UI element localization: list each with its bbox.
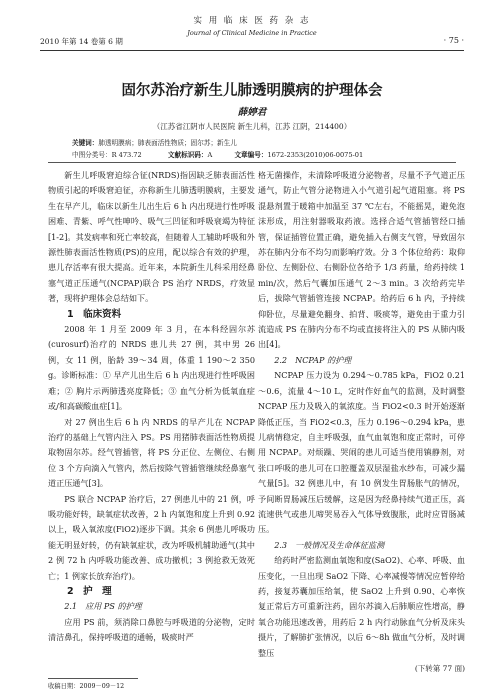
keywords-label: 关键词： [72, 139, 99, 147]
doc-code-value: A [207, 151, 213, 159]
section-heading-1: 1 临床资料 [67, 308, 122, 320]
page-number: · 75 · [443, 36, 464, 45]
subsection-heading-2-3: 2.3 一般情况及生命体征监测 [274, 539, 385, 550]
keywords-line [72, 137, 237, 147]
clc-label: 中图分类号： [72, 151, 112, 159]
running-header [40, 12, 464, 46]
body-paragraph: 应用 PS 前，须消除口鼻腔与呼吸道的分泌物，定时清洁鼻孔，保持呼吸道的通畅，吸痰时严 [48, 616, 255, 643]
section-heading-2: 2 护 理 [67, 585, 112, 597]
intro-paragraph: 新生儿呼吸窘迫综合征(NRDS)指因缺乏肺表面活性物质引起的呼吸窘迫征，亦称新生儿肺透明膜病，主要发生在早产儿，临床以新生儿出生后 6 h 内出现进行性呼吸困难、青紫、呼气性呻吟、吸气三凹征和呼吸衰竭为特征[1-2]。其发病率和死亡率较高，但随着人工辅助呼吸和外源性肺表面活性物质(PS)的应用，配以综合有效的护理，患儿存活率有很大提高。近年来，本院新生儿科采用经鼻塞气道正压通气(NCPAP)联合 PS 治疗 NRDS，疗效显著，现将护理体会总结如下。 [48, 170, 255, 304]
received-date: 收稿日期：2009－09－12 [48, 683, 125, 690]
journal-name-cn: 实 用 临 床 医 药 杂 志 [193, 16, 311, 26]
article-no-value: 1672-2353(2010)06-0075-01 [267, 151, 364, 159]
meta-rule [48, 162, 456, 163]
journal-name-en: Journal of Clinical Medicine in Practice [187, 29, 317, 37]
subsection-heading-2-2: 2.2 NCPAP 的护理 [274, 354, 352, 365]
article-title: 固尔苏治疗新生儿肺透明膜病的护理体会 [121, 83, 383, 99]
continued-note: (下转第 77 面) [414, 664, 465, 673]
body-paragraph: 2008 年 1 月至 2009 年 3 月，在本科经固尔苏(curosurf)治疗的 NRDS 患儿共 27 例，其中男 26 例，女 11 例，胎龄 39～34 周，体重 1 190～2 350 g。诊断标准：① 早产儿出生后 6 h 内出现进行性呼吸困难；② 胸片示两肺透亮度降低；③ 血气分析为低氧血症或/和高碳酸血症[1]。 [48, 324, 255, 412]
left-column [48, 168, 255, 646]
right-column [258, 168, 465, 676]
header-rule [40, 50, 464, 51]
body-paragraph: NCPAP 压力设为 0.294～0.785 kPa，FiO2 0.21～0.6，流量 4～10 L，定时作好血气的监测，及时调整 NCPAP 压力及吸入的氧浓度。当 FiO2<0.3 时开始逐渐降低正压，当 FiO2<0.3，压力 0.196～0.294 kPa，患儿病情稳定，自主呼吸强，血气血氧饱和度正常时，可停用 NCPAP。对烦躁、哭闹的患儿可适当使用镇静剂，对张口呼吸的患儿可在口腔覆盖双层湿盐水纱布，可减少漏气量[5]。32 例患儿中，有 10 例发生胃肠胀气的情况，予间断胃肠减压后缓解，这是因为经鼻持续气道正压，高流速供气或患儿啼哭易吞入气体导致腹胀，此时应胃肠减压。 [258, 370, 465, 535]
subsection-heading-2-1: 2.1 应用 PS 的护理 [64, 601, 142, 612]
classification-line [72, 149, 363, 159]
footnote-rule [48, 678, 138, 679]
clc-value: R 473.72 [111, 151, 142, 159]
article-author: 薛婷君 [237, 107, 267, 118]
journal-name [40, 14, 464, 37]
doc-code-label: 文献标识码： [167, 151, 208, 159]
body-paragraph: PS 联合 NCPAP 治疗后，27 例患儿中的 21 例，呼吸功能好转，缺氧症状改善，2 h 内氧饱和度上升到 0.92 以上，吸入氧浓度(FiO2)逐步下调。其余 6 例患儿呼吸功能无明显好转，仍有缺氧症状，改为呼吸机辅助通气(其中 2 例 72 h 内呼吸功能改善、成功撤机；3 例抢救无效死亡；1 例家长放弃治疗)。 [48, 493, 255, 581]
body-paragraph: 给药时严密监测血氧饱和度(SaO2)、心率、呼吸、血压变化，一旦出现 SaO2 下降、心率减慢等情况应暂停给药，接复苏囊加压给氧，使 SaO2 上升到 0.90、心率恢复正常后方可重新注药，固尔苏滴入后肺顺应性增高，静氧合功能迅速改善，用药后 2 h 内行动脉血气分析及床头摄片，了解肺扩张情况，以后 6～8h 做血气分析，及时调整压 [258, 555, 465, 658]
keywords-value: 肺透明膜病；肺表面活性物质；固尔苏；新生儿 [98, 139, 237, 147]
body-paragraph: 格无菌操作，未清除呼吸道分泌物者，尽量不予气道正压通气，防止气管分泌物进入小气道引起气道阻塞。将 PS 混悬剂置于暖箱中加温至 37 ℃左右，不能摇晃，避免泡沫形成，用注射器吸取药液。选择合适气管插管经口插管，保证插管位置正确，避免插入右侧支气管，导致固尔苏在肺内分布不均匀而影响疗效。分 3 个体位给药：取仰卧位、左侧卧位、右侧卧位各给予 1/3 药量，给药持续 1 min/次，然后气囊加压通气 2～3 min。3 次给药完毕后，拔除气管插管连接 NCPAP。给药后 6 h 内，予持续仰卧位，尽量避免翻身、拍背、吸痰等，避免由于重力引流造成 PS 在肺内分布不均或直接将注入的 PS 从肺内吸出[4]。 [258, 170, 465, 350]
body-paragraph: 对 27 例出生后 6 h 内 NRDS 的早产儿在 NCPAP 治疗的基础上气管内注入 PS。PS 用猪肺表面活性物质提取物固尔苏。经气管插管，将 PS 分正位、左侧位、右侧位 3 个方向滴入气管内，然后按除气管插管继续经鼻塞气道正压通气[3]。 [48, 416, 255, 489]
article-no-label: 文章编号： [234, 151, 268, 159]
issue-info: 2010 年第 14 卷第 6 期 [40, 37, 123, 46]
author-affiliation: （江苏省江阴市人民医院 新生儿科，江苏 江阴，214400） [152, 122, 352, 131]
